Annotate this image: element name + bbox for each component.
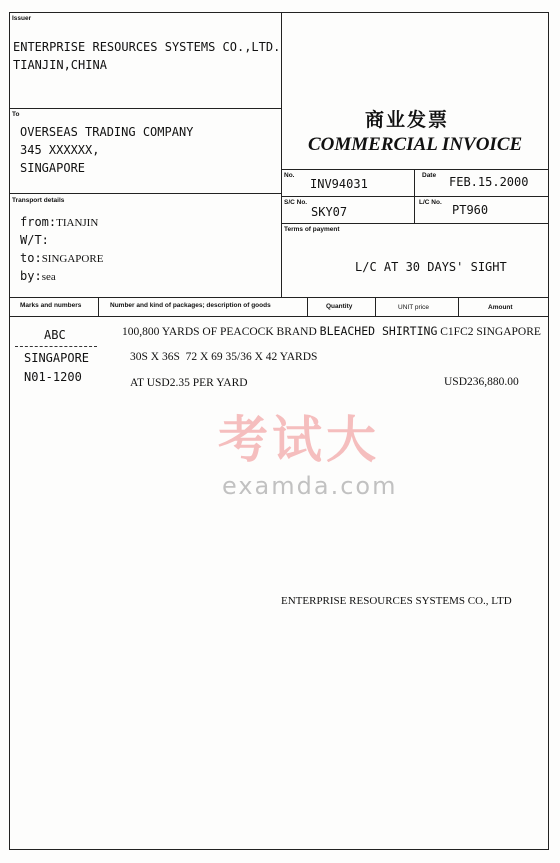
lc-no-label: L/C No. — [419, 199, 442, 206]
divider — [375, 297, 376, 316]
transport-by — [20, 269, 56, 283]
marks-line2: SINGAPORE — [24, 351, 90, 365]
divider — [414, 169, 415, 223]
sc-no-value: SKY07 — [311, 205, 348, 219]
title-english: COMMERCIAL INVOICE — [308, 134, 523, 155]
transport-wt: W/T: — [20, 233, 49, 247]
by-label: by: — [20, 269, 42, 283]
title-chinese: 商业发票 — [365, 109, 450, 131]
goods-line1-part3: C1FC2 SINGAPORE — [437, 326, 541, 338]
divider — [281, 223, 549, 224]
by-value: sea — [41, 271, 56, 283]
col-unit-price-header: UNIT price — [398, 304, 429, 311]
col-quantity-header: Quantity — [326, 303, 353, 310]
divider — [458, 297, 459, 316]
lc-no-value: PT960 — [452, 203, 489, 217]
watermark-url: examda.com — [222, 472, 398, 500]
goods-line2: 30S X 36S 72 X 69 35/36 X 42 YARDS — [130, 351, 318, 363]
date-value: FEB.15.2000 — [449, 175, 529, 189]
marks-separator — [15, 346, 97, 347]
marks-line1: ABC — [44, 328, 66, 342]
to-label: To — [12, 111, 20, 118]
divider — [9, 108, 281, 109]
goods-line3: AT USD2.35 PER YARD — [130, 377, 248, 389]
from-value: TIANJIN — [56, 217, 99, 229]
payment-terms: L/C AT 30 DAYS' SIGHT — [355, 260, 507, 274]
divider — [307, 297, 308, 316]
marks-line3: N01-1200 — [24, 370, 82, 384]
goods-line1 — [122, 324, 541, 338]
invoice-no-label: No. — [284, 172, 295, 179]
goods-total: USD236,880.00 — [444, 376, 519, 388]
divider — [9, 297, 549, 298]
transport-to — [20, 251, 103, 265]
to-port-value: SINGAPORE — [41, 253, 104, 265]
transport-label: Transport details — [12, 197, 65, 204]
issuer-name: ENTERPRISE RESOURCES SYSTEMS CO.,LTD. — [13, 40, 281, 54]
invoice-no-value: INV94031 — [310, 177, 368, 191]
transport-from — [20, 215, 98, 229]
col-description-header: Number and kind of packages; description of goods — [110, 302, 271, 309]
issuer-label: Issuer — [12, 15, 32, 22]
watermark-chinese: 考试大 — [218, 411, 380, 469]
payment-label: Terms of payment — [284, 226, 340, 233]
to-port-label: to: — [20, 251, 42, 265]
date-label: Date — [422, 172, 437, 179]
consignee-address: 345 XXXXXX, — [20, 143, 100, 157]
divider — [9, 193, 281, 194]
goods-line1-part1: 100,800 YARDS OF PEACOCK BRAND — [122, 326, 320, 338]
consignee-name: OVERSEAS TRADING COMPANY — [20, 125, 194, 139]
col-marks-header: Marks and numbers — [20, 302, 82, 309]
signature-company: ENTERPRISE RESOURCES SYSTEMS CO., LTD — [281, 595, 512, 607]
issuer-city: TIANJIN,CHINA — [13, 58, 107, 72]
divider — [9, 316, 549, 317]
consignee-country: SINGAPORE — [20, 161, 86, 175]
col-amount-header: Amount — [488, 304, 513, 311]
divider — [281, 12, 282, 297]
divider — [98, 297, 99, 316]
goods-line1-part2: BLEACHED SHIRTING — [319, 324, 438, 338]
sc-no-label: S/C No. — [284, 199, 308, 206]
from-label: from: — [20, 215, 57, 229]
